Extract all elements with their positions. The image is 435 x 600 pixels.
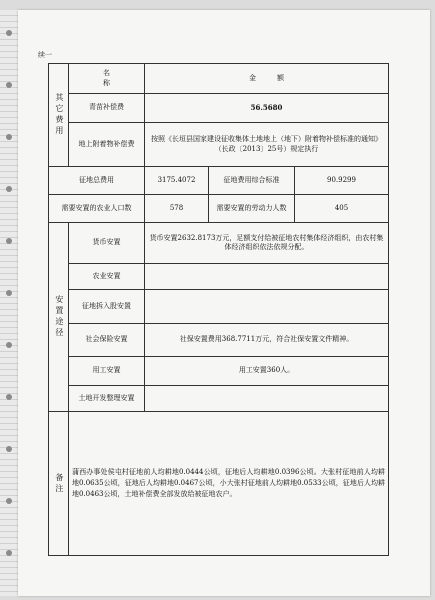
row-name: 农业安置 (69, 264, 145, 290)
punch-hole (6, 394, 12, 400)
table-row (49, 94, 389, 123)
population-row (49, 195, 389, 223)
row-value: 用工安置360人。 (145, 357, 389, 386)
punch-hole (6, 186, 12, 192)
punch-hole (6, 82, 12, 88)
row-value: 56.5680 (145, 94, 389, 123)
row-name: 货币安置 (69, 223, 145, 264)
binding-strip (0, 10, 18, 596)
table-row (49, 357, 389, 386)
table-row (49, 386, 389, 412)
table-row (49, 264, 389, 290)
punch-hole (6, 30, 12, 36)
punch-hole (6, 498, 12, 504)
land-acquisition-table (48, 63, 389, 556)
totals-row (49, 167, 389, 195)
name-header-line1: 名 (103, 69, 110, 78)
row-name: 地上附着物补偿费 (69, 123, 145, 167)
punch-hole (6, 342, 12, 348)
labor-value: 405 (295, 195, 389, 223)
header-row (49, 64, 389, 94)
punch-hole (6, 446, 12, 452)
punch-hole (6, 550, 12, 556)
remarks-label: 备注 (49, 412, 69, 556)
row-value: 社保安置费用368.7711万元，符合社保安置文件精神。 (145, 324, 389, 357)
standard-label: 征地费用综合标准 (209, 167, 295, 195)
table-row (49, 290, 389, 324)
remarks-cell (69, 412, 389, 556)
remarks-text: 蒲西办事处侯屯村征地前人均耕地0.0444公顷，征地后人均耕地0.0396公顷。大张村征地前人均耕地0.0635公顷，征地后人均耕地0.0467公顷，小大张村征地前人均耕地0.0533公顷，征地后人均耕地0.0463公顷，土地补偿费全部发放给被征地农户。 (72, 468, 385, 498)
table-row (49, 123, 389, 167)
row-value (145, 264, 389, 290)
row-value (145, 290, 389, 324)
table-row (49, 324, 389, 357)
row-value: 货币安置2632.8173万元，足额支付给被征地农村集体经济组织，由农村集体经济组织依法依规分配。 (145, 223, 389, 264)
punch-hole (6, 290, 12, 296)
table-row (49, 223, 389, 264)
other-costs-label: 其它费用 (49, 64, 69, 167)
amount-header: 金 额 (145, 64, 389, 94)
continuation-mark: 续一 (38, 51, 52, 59)
row-value: 按照《长垣县国家建设征收集体土地地上（地下）附着物补偿标准的通知》（长政〔2013〕25号）规定执行 (145, 123, 389, 167)
name-header-line2: 称 (103, 78, 110, 87)
row-name: 土地开发整理安置 (69, 386, 145, 412)
row-name: 用工安置 (69, 357, 145, 386)
resettlement-label: 安置途径 (49, 223, 69, 412)
row-name: 青苗补偿费 (69, 94, 145, 123)
punch-hole (6, 134, 12, 140)
labor-label: 需要安置的劳动力人数 (209, 195, 295, 223)
agri-population-value: 578 (145, 195, 209, 223)
total-cost-label: 征地总费用 (49, 167, 145, 195)
remarks-row (49, 412, 389, 556)
total-cost-value: 3175.4072 (145, 167, 209, 195)
row-value (145, 386, 389, 412)
agri-population-label: 需要安置的农业人口数 (49, 195, 145, 223)
row-name: 社会保险安置 (69, 324, 145, 357)
row-name: 征地拆入股安置 (69, 290, 145, 324)
punch-hole (6, 238, 12, 244)
name-header (69, 64, 145, 94)
standard-value: 90.9299 (295, 167, 389, 195)
